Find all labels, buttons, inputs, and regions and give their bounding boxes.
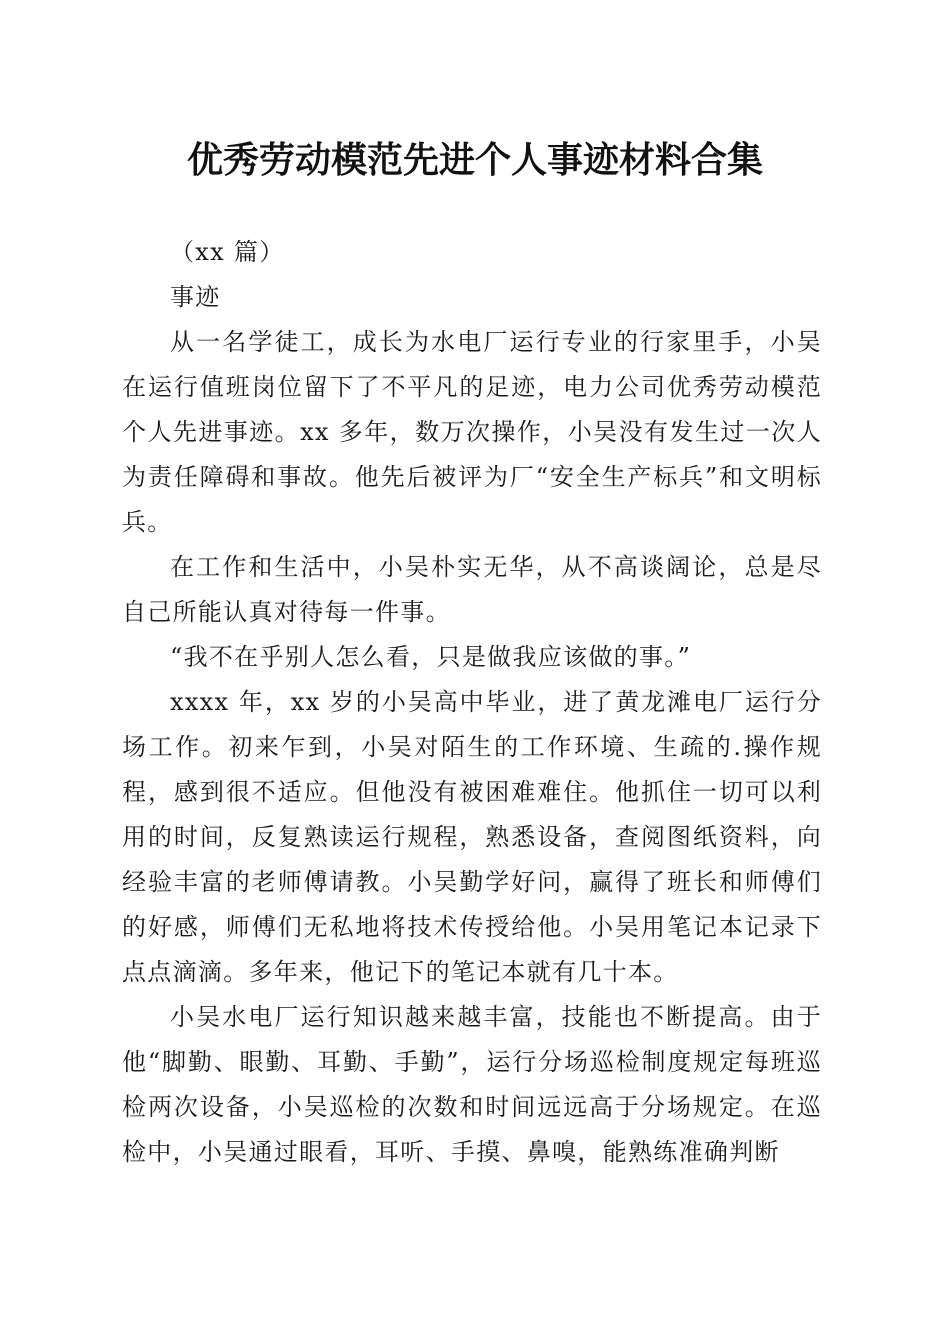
document-body <box>122 230 822 1175</box>
paragraph: xxxx 年，xx 岁的小吴高中毕业，进了黄龙滩电厂运行分场工作。初来乍到，小吴对陌生的工作环境、生疏的.操作规程，感到很不适应。但他没有被困难难住。他抓住一切可以利用的时间，反复熟读运行规程，熟悉设备，查阅图纸资料，向经验丰富的老师傅请教。小吴勤学好问，赢得了班长和师傅们的好感，师傅们无私地将技术传授给他。小吴用笔记本记录下点点滴滴。多年来，他记下的笔记本就有几十本。 <box>122 688 822 986</box>
paragraph: 从一名学徒工，成长为水电厂运行专业的行家里手，小吴在运行值班岗位留下了不平凡的足迹，电力公司优秀劳动模范个人先进事迹。xx 多年，数万次操作，小吴没有发生过一次人为责任障碍和事故。他先后被评为厂“安全生产标兵”和文明标兵。 <box>122 328 822 536</box>
paragraph-section-heading: 事迹 <box>170 283 221 311</box>
paragraph: 在工作和生活中，小吴朴实无华，从不高谈阔论，总是尽自己所能认真对待每一件事。 <box>122 553 822 626</box>
paragraph: 小吴水电厂运行知识越来越丰富，技能也不断提高。由于他“脚勤、眼勤、耳勤、手勤”，运行分场巡检制度规定每班巡检两次设备，小吴巡检的次数和时间远远高于分场规定。在巡检中，小吴通过眼看，耳听、手摸、鼻嗅，能熟练准确判断 <box>122 1003 822 1166</box>
paragraph-count-note: （xx 篇） <box>170 238 285 266</box>
document-title: 优秀劳动模范先进个人事迹材料合集 <box>186 139 763 181</box>
paragraph-quote: “我不在乎别人怎么看，只是做我应该做的事。” <box>170 643 692 671</box>
